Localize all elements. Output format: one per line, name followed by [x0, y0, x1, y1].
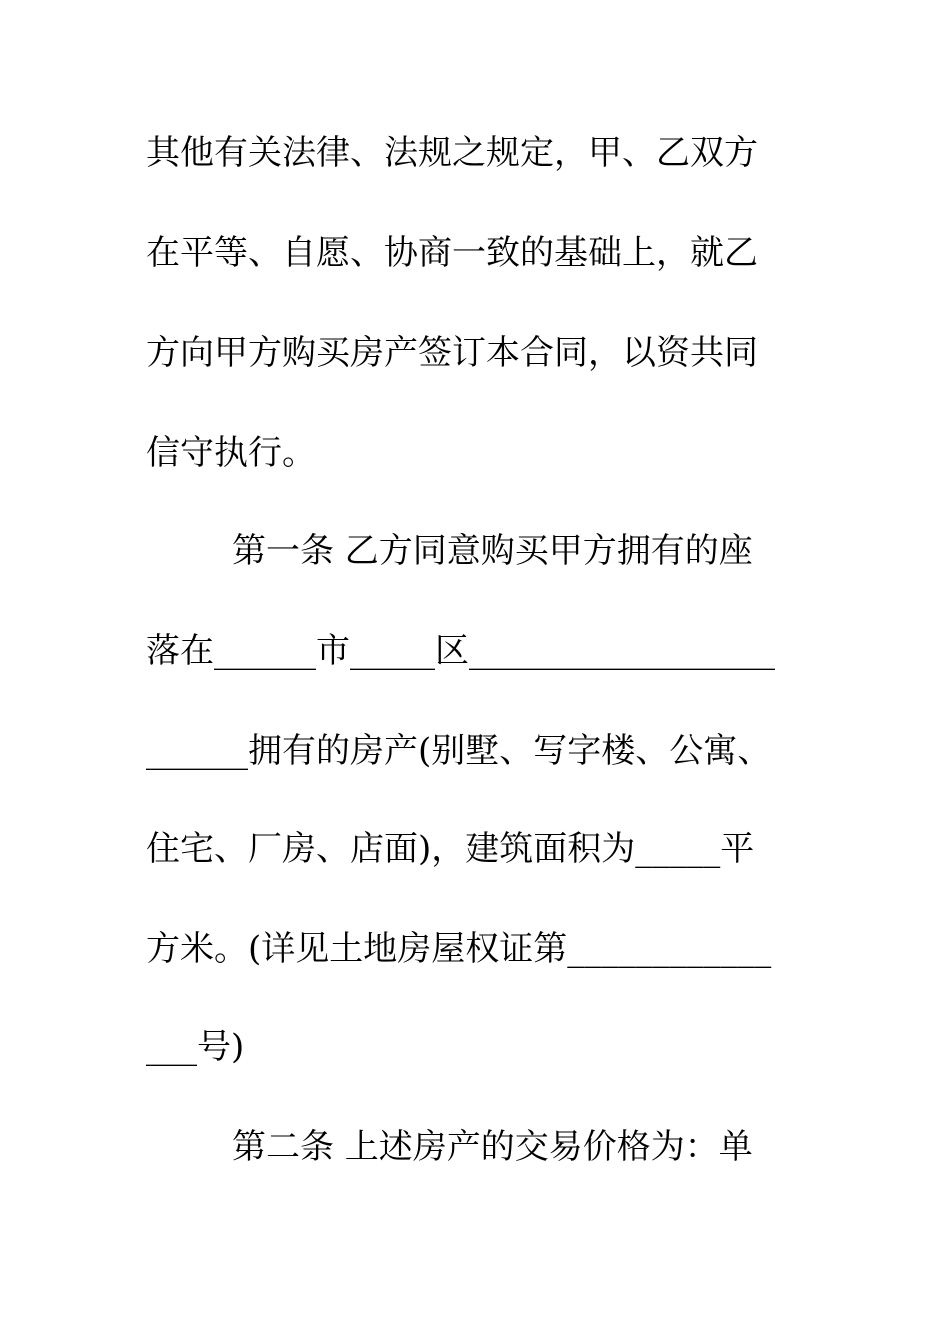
body-text-line: ______拥有的房产(别墅、写字楼、公寓、: [146, 731, 772, 771]
article-2-heading-line: 第二条 上述房产的交易价格为：单: [232, 1127, 753, 1167]
body-text-line: 其他有关法律、法规之规定，甲、乙双方: [146, 133, 758, 173]
body-text-line: 信守执行。: [146, 433, 316, 473]
body-text-line: 方米。(详见土地房屋权证第____________: [146, 929, 772, 969]
body-text-line: ___号): [146, 1027, 245, 1067]
body-text-line: 住宅、厂房、店面)，建筑面积为_____平: [146, 829, 755, 869]
article-1-heading-line: 第一条 乙方同意购买甲方拥有的座: [232, 531, 753, 571]
body-text-line: 落在______市_____区__________________: [146, 631, 775, 671]
body-text-line: 方向甲方购买房产签订本合同，以资共同: [146, 333, 758, 373]
body-text-line: 在平等、自愿、协商一致的基础上，就乙: [146, 233, 758, 273]
